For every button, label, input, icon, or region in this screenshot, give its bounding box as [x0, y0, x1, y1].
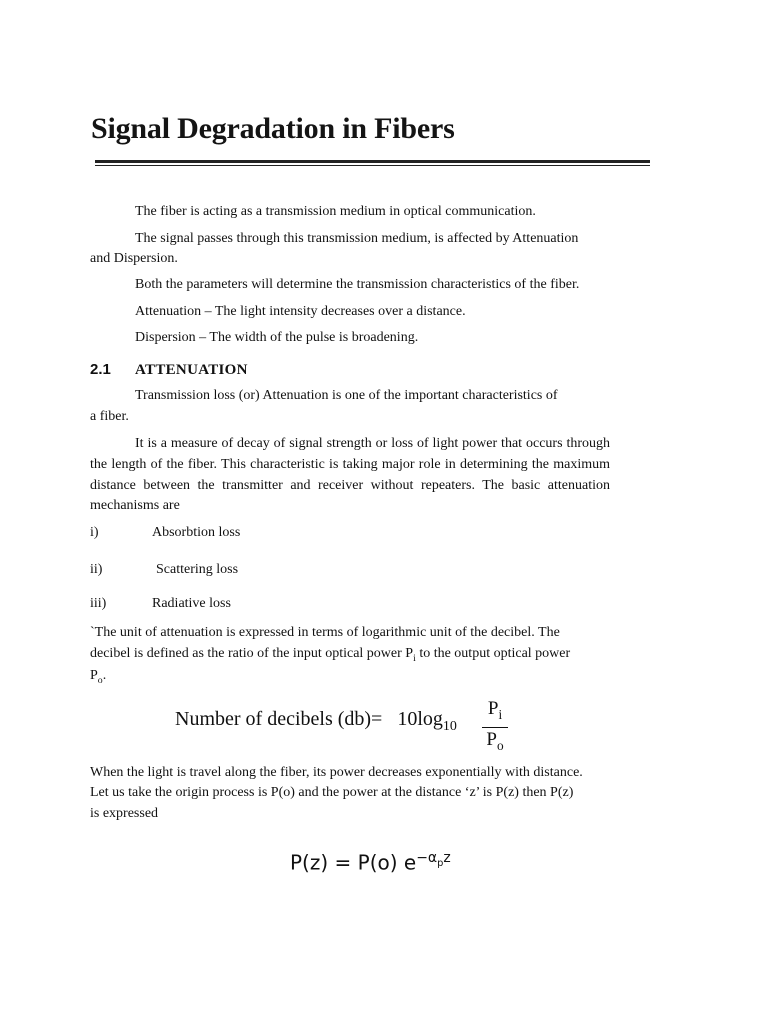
list-item: Scattering loss: [156, 562, 239, 577]
attenuation-paragraph-2-line-2: the length of the fiber. This characteristic is taking major role in determining the maximum: [90, 457, 610, 472]
intro-paragraph-1: The fiber is acting as a transmission medium in optical communication.: [135, 204, 536, 219]
power-paragraph-line-3: is expressed: [90, 806, 159, 821]
intro-paragraph-5: Dispersion – The width of the pulse is broadening.: [135, 330, 419, 345]
power-paragraph-line-2: Let us take the origin process is P(o) and the power at the distance ‘z’ is P(z) then P(z): [90, 785, 574, 800]
attenuation-paragraph-2-line-3: distance between the transmitter and receiver without repeaters. The basic attenuation: [90, 478, 610, 493]
attenuation-paragraph-2-line-1: It is a measure of decay of signal strength or loss of light power that occurs through: [135, 436, 610, 451]
fraction-denominator: $P_o$: [486, 728, 504, 753]
fraction-numerator: $P_i$: [487, 698, 503, 722]
list-item: Radiative loss: [152, 596, 231, 611]
power-ratio-fraction: [482, 698, 508, 757]
intro-paragraph-2-line-1: The signal passes through this transmission medium, is affected by Attenuation: [135, 231, 579, 246]
page-title: Signal Degradation in Fibers: [91, 112, 455, 145]
list-marker: ii): [90, 562, 103, 577]
list-item: Absorbtion loss: [152, 525, 241, 540]
unit-paragraph-line-2: decibel is defined as the ratio of the input optical power $P_i$ to the output optical power: [90, 646, 571, 664]
formula-log: $10\log_{10}$: [397, 708, 457, 734]
power-decay-formula: P(z) = P(o) $e^{-\alpha_pz}$: [290, 850, 451, 875]
unit-paragraph-line-3: $P_o$.: [90, 668, 107, 686]
unit-paragraph-line-1: `The unit of attenuation is expressed in terms of logarithmic unit of the decibel. The: [90, 625, 560, 640]
intro-paragraph-3: Both the parameters will determine the transmission characteristics of the fiber.: [135, 277, 580, 292]
title-rule-thin: [95, 165, 650, 166]
attenuation-paragraph-2-line-4: mechanisms are: [90, 498, 180, 513]
section-number: 2.1: [90, 361, 111, 378]
formula-lhs: Number of decibels (db)=: [175, 708, 383, 730]
decibel-formula: [175, 708, 457, 735]
section-title: ATTENUATION: [135, 362, 248, 378]
intro-paragraph-4: Attenuation – The light intensity decreases over a distance.: [135, 304, 466, 319]
list-marker: iii): [90, 596, 107, 611]
attenuation-paragraph-1-line-1: Transmission loss (or) Attenuation is one of the important characteristics of: [135, 388, 558, 403]
power-paragraph-line-1: When the light is travel along the fiber, its power decreases exponentially with distance.: [90, 765, 583, 780]
intro-paragraph-2-line-2: and Dispersion.: [90, 251, 178, 266]
fraction-bar: [482, 727, 508, 728]
list-marker: i): [90, 525, 99, 540]
attenuation-paragraph-1-line-2: a fiber.: [90, 409, 129, 424]
title-rule-thick: [95, 160, 650, 163]
